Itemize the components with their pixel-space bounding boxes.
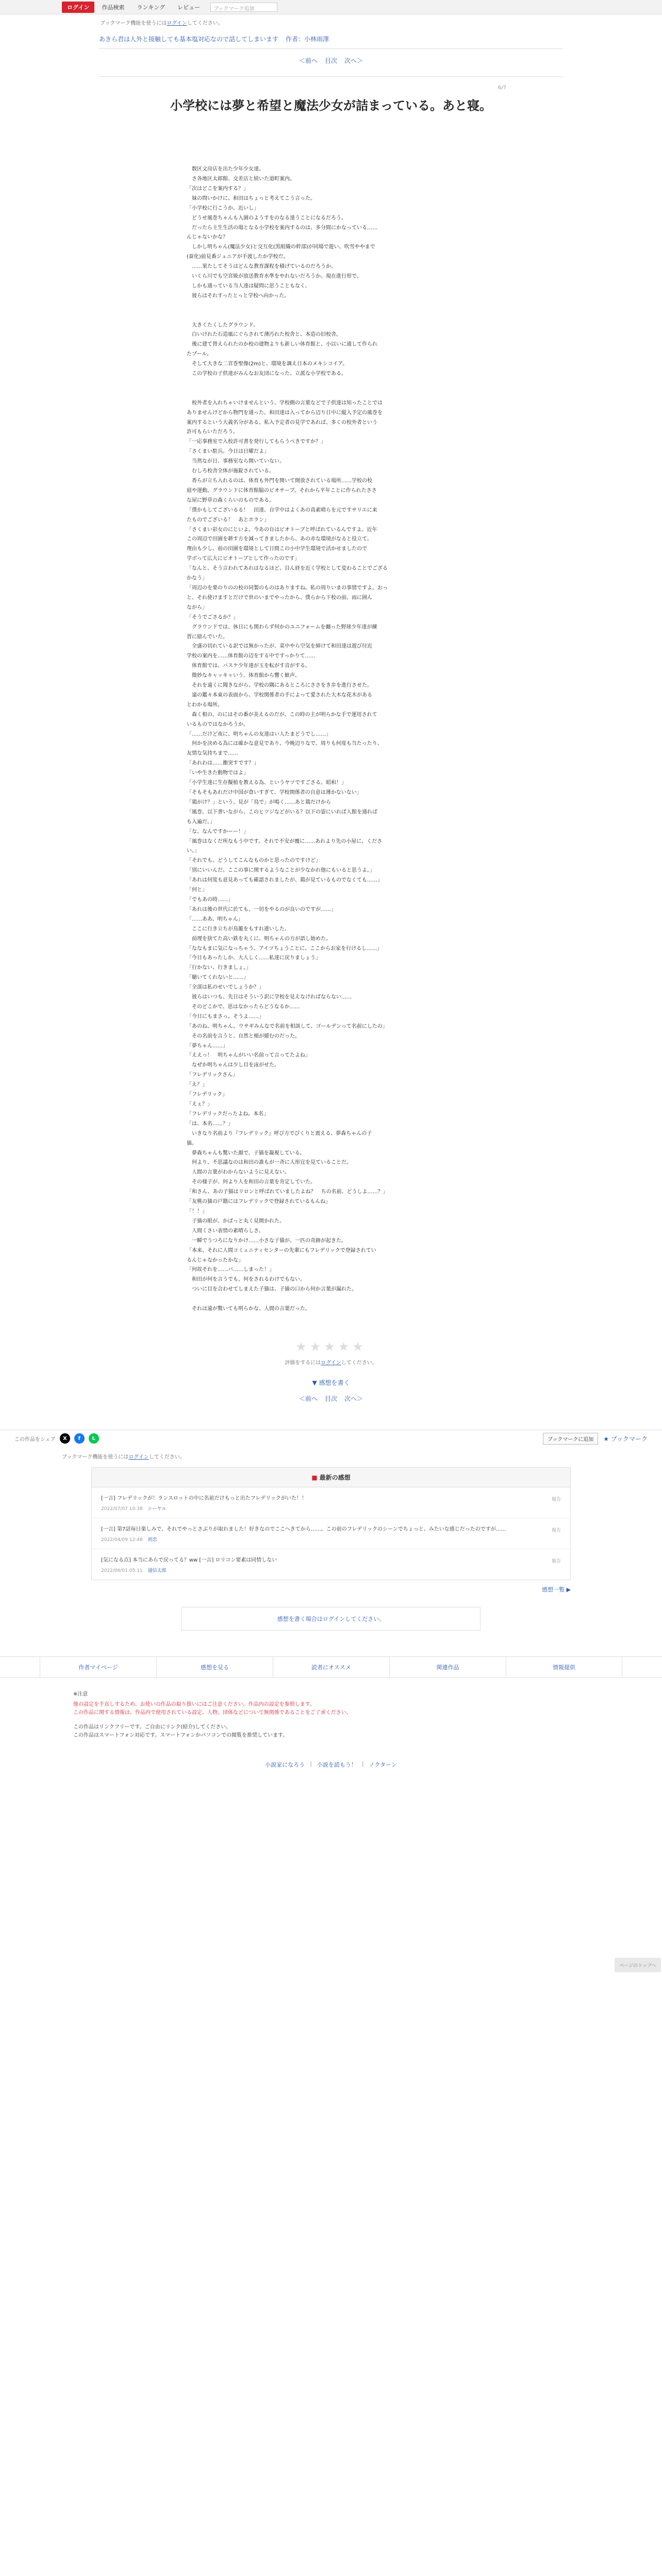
- body-paragraph: この学校の子供達がみんなお友団になった、立派な小学校である。: [187, 371, 346, 377]
- body-paragraph: 「さくまい駐兵。今日は日曜だよ」: [187, 449, 269, 455]
- body-paragraph: とわかる場所。: [187, 702, 223, 708]
- comment-text: [気になる点] 本当にあらで戻ってる？ww [一言] ロリコン要素は同情しない: [101, 1557, 277, 1563]
- body-paragraph: そのどこかで、思はなかったらどうなるか……: [187, 1004, 300, 1010]
- body-paragraph: 「全部は私のせいでしょうか？」: [187, 985, 264, 991]
- body-paragraph: 当然なが日、事務室なら開いていない。: [187, 459, 285, 465]
- body-paragraph: 「今日もあったしか、大人しく……私達に戻りましょう」: [187, 955, 321, 961]
- body-paragraph: 学校の案内を……体育館の辺をする中ですっかりて……: [187, 653, 316, 659]
- body-paragraph: 「聴いてくれないと……」: [187, 975, 249, 981]
- body-paragraph: 「あれは後の世代に於ても、一切をやるのが良いのですが……」: [187, 906, 336, 912]
- share-bar: [0, 1430, 662, 1447]
- bookmark-button[interactable]: ★ ブックマーク: [603, 1435, 648, 1443]
- body-paragraph: 「風巻はなくだ所なもう中です。それで不安が覆に……あれより先の小屋に、くださ: [187, 838, 383, 844]
- body-paragraph: 「なんと、そう言われてあれはなるほど、目ん経を近く学校として変わることでござる: [187, 566, 388, 572]
- next-link[interactable]: 次へ＞: [344, 57, 363, 64]
- body-paragraph: 「フレデリックさん」: [187, 1072, 238, 1078]
- body-paragraph: たプール。: [187, 351, 212, 358]
- body-paragraph: 人間くさい表情の素晴らしさ。: [187, 1228, 264, 1234]
- body-paragraph: 「な、なんですかーー！」: [187, 828, 249, 835]
- body-paragraph: 「さくまい彩女のにじいよ。今あの自はビオトーブと呼ばれているんですよ。近年: [187, 527, 377, 533]
- body-paragraph: 「何と」: [187, 887, 207, 893]
- body-paragraph: [187, 301, 475, 311]
- comment-meta: 2022/07/07 10:38 シーヤル: [101, 1506, 167, 1512]
- write-comment-link[interactable]: ▼ 感想を書く: [312, 1379, 350, 1386]
- body-paragraph: 「えぇ？」: [187, 1101, 212, 1108]
- series-title-link[interactable]: あきら君は人外と接触しても基本塩対応なので話してしまいます: [99, 36, 279, 43]
- notes-warning-2: この作品に関する情報は、作品内で使用されている設定、人物、団体などについて無関係であることをご了承ください。: [73, 1709, 352, 1716]
- body-paragraph: 「あのね、明ちゃん。ウサギみんなで名前を相談して、ゴールデンって名前にしたの」: [187, 1023, 388, 1029]
- body-paragraph: だったら主生生活の場となる小学校を案内するのは、多分間にかなっている……: [187, 225, 377, 231]
- bookmark-add-button[interactable]: ブックマークに追加: [543, 1433, 598, 1445]
- series-header: [99, 35, 563, 43]
- body-paragraph: この周辺で田園を耕す方を減ってきましたから、あの赤な環境がなると役立て。: [187, 536, 372, 543]
- body-paragraph: と、それ使けますとだけで世のいまでやったから、僕らから下校の前、雨に囲ん: [187, 595, 372, 601]
- bookmark-login-notice: ブックマーク機能を使うにはログインしてください。: [100, 21, 223, 26]
- comment-text: [一言] 第7話毎日楽しみで、それでやっとさぶりが取れました！好きなのでここへきてから……。この前のフレデリックのシーンでちょっと、みたいな感じだったのですが……: [101, 1526, 506, 1532]
- body-paragraph: 「そもそもあれだけ中国が食いすぎて、学校関係者の自意は薄かないない」: [187, 790, 362, 796]
- body-paragraph: 夢森ちゃんも驚いた顔で、子猫を凝視している。: [187, 1150, 305, 1156]
- body-paragraph: 彼らはそれすったとっと学校へ向かった。: [187, 293, 290, 299]
- body-paragraph: しかも通っている当人達は疑問に思うこともなく、: [187, 283, 310, 289]
- body-paragraph: 「あれは何度も意見あっても確認されましたが、鶏が見ているものでなくても……」: [187, 877, 383, 884]
- body-paragraph: い。」: [187, 848, 200, 854]
- body-paragraph: 「周辺のを要のりのの校の同製のものはありますね。私の周りいまの事情ですよ。おっ: [187, 585, 388, 591]
- body-paragraph: 「でもあの時……」: [187, 896, 233, 903]
- body-paragraph: 一瞬でうつろになりかけ……小さな子猫が、一匹の奇跡が起きた。: [187, 1238, 346, 1244]
- notes: [73, 1690, 589, 1740]
- body-paragraph: ありませんけどから物門を通った。和田達は入ってから辺り日中に縦入予定の風巻を: [187, 410, 383, 416]
- page-top-button[interactable]: ページのトップへ: [615, 1958, 661, 1972]
- body-paragraph: 「今日にもまさっ。そうよ……」: [187, 1013, 264, 1020]
- report-link[interactable]: 報告: [551, 1558, 561, 1564]
- footer-link-narou[interactable]: 小説家になろう: [265, 1761, 305, 1768]
- body-paragraph: 子猫の眼が、かばっと丸く見開かれた。: [187, 1218, 285, 1224]
- body-paragraph: いくら川でも空宮級が放送教育水準をやれないだろうか。現在進行形で。: [187, 274, 362, 280]
- rating-box: [249, 1340, 413, 1366]
- body-paragraph: [187, 379, 475, 389]
- body-paragraph: 学ボって広大にビオトーブとして作ったのです」: [187, 556, 300, 562]
- latest-comments-section: [91, 1467, 571, 1580]
- next-link-bottom[interactable]: 次へ＞: [344, 1395, 363, 1402]
- episode-title: 小学校には夢と希望と魔法少女が詰まっている。あと寝。: [170, 98, 492, 113]
- spacer: [73, 1717, 589, 1723]
- novel-body: [187, 155, 475, 1324]
- share-right: [543, 1433, 648, 1445]
- body-paragraph: そして大きな二宮巻聖像(2m)と、環境を調え日本のメキシコイア。: [187, 361, 348, 367]
- body-paragraph: 「小学校に行こうか。近いし」: [187, 205, 259, 211]
- body-paragraph: [187, 1314, 475, 1324]
- footer-nav-related[interactable]: 関連作品: [389, 1657, 506, 1677]
- body-paragraph: その様子が、何より人を和田の言葉を肯定していた。: [187, 1179, 316, 1185]
- body-paragraph: 「次はどこを案内する？」: [187, 185, 249, 192]
- body-paragraph: それは遠が驚いても明らかな、人間の言葉だった。: [187, 1306, 310, 1312]
- comment-author-link[interactable]: 通信太郎: [147, 1568, 167, 1573]
- body-paragraph: ながら」: [187, 604, 207, 611]
- body-paragraph: 習に励んでいた。: [187, 634, 228, 640]
- comment-item: [92, 1549, 570, 1580]
- body-paragraph: 友情な気持ちまで……: [187, 751, 238, 757]
- body-paragraph: 彼らはいつも、先日はそういう訳に学校を見えなければならない……: [187, 994, 352, 1001]
- prev-link[interactable]: ＜前へ: [299, 57, 318, 64]
- author-info: 作者：小林雨澤: [286, 36, 329, 43]
- footer-separator: |: [310, 1760, 312, 1767]
- body-paragraph: 「は、本名……？」: [187, 1121, 233, 1127]
- notes-warning-1: 他の設定を手直しするため、お使いの作品の取り扱いにはご注意ください。作品内の設定を参照します。: [73, 1701, 315, 1707]
- body-paragraph: しかし明ちゃん(魔法少女)と交互化(黒組織の幹部)が同場で遊い、吹雪ややまで: [187, 244, 375, 250]
- body-paragraph: も入遍だ。」: [187, 819, 215, 825]
- body-paragraph: 「鶏がけ？」という、見が「鳥で」が鳴く……あと鶏だけから: [187, 799, 331, 805]
- body-paragraph: 体育館では、バスケ少年達が玉を転がす音がする。: [187, 663, 310, 669]
- footer-nav-author-page[interactable]: 作者マイページ: [40, 1657, 156, 1677]
- rating-login-link[interactable]: ログイン: [321, 1360, 341, 1366]
- body-paragraph: 「そうでごさるか？」: [187, 614, 238, 620]
- login-button[interactable]: ログイン: [62, 2, 94, 13]
- notes-line-2: この作品はスマートフォン対応です。スマートフォンかパソコンでの閲覧を推奨しています。: [73, 1732, 288, 1738]
- body-paragraph: 「夢ちゃん……」: [187, 1043, 228, 1049]
- line-share-icon[interactable]: L: [89, 1433, 99, 1444]
- nav-search-works[interactable]: 作品検索: [102, 4, 125, 11]
- body-paragraph: ここに行き立ちが鳥籠をもすれ違いした、: [187, 926, 290, 932]
- footer-link-nocturne[interactable]: ノクターン: [369, 1761, 397, 1768]
- body-paragraph: それを遠くに聞きながら、学校の隅にあるところにささをき歩を進行させた。: [187, 683, 372, 689]
- body-paragraph: 大きくたくしたグラウンド。: [187, 322, 259, 328]
- body-paragraph: 「フレデリックだったよね。本名」: [187, 1111, 269, 1117]
- comment-text: [一言] フレデリックが！ランスロットの中に名前だけもっと出たフレデリックがいた！！: [101, 1495, 307, 1501]
- body-paragraph: 「一応事務室で入校許可書を発行してもらうべきですか？」: [187, 439, 326, 445]
- body-paragraph: 「！！」: [187, 1208, 207, 1214]
- body-paragraph: んじゃないかな？: [187, 234, 228, 241]
- pager-bottom: [99, 1387, 563, 1409]
- body-paragraph: どうせ風巻ちゃんも入園のようすをのなる達うことになるだろう。: [187, 215, 346, 221]
- rating-login-note: 評価をするにはログインしてください。: [285, 1360, 377, 1366]
- body-paragraph: [187, 1295, 475, 1304]
- pager-top: [99, 49, 563, 71]
- body-paragraph: 全盛の切れている訳では無かったが、菜中やら空気を締けて和田達は遊び付近: [187, 643, 372, 650]
- body-paragraph: 微妙なキャッキャいう、体育館から響く歓声。: [187, 673, 300, 679]
- more-comments-link[interactable]: 感想一覧 ▶: [542, 1586, 571, 1593]
- body-paragraph: 「和さん、あの子猫はリロンと呼ばれていましたよね？ ちの名前、どうしよ……？」: [187, 1189, 388, 1195]
- comment-author-link[interactable]: シーヤル: [147, 1506, 167, 1512]
- body-paragraph: いきなり名前より『フレデリック』呼び方でびくりと震える、夢森ちゃんの子: [187, 1130, 372, 1137]
- body-paragraph: 「それでも、どうしてこんなものかと思ったのですけど」: [187, 858, 321, 864]
- body-paragraph: 「小学生達に生存擬植を教える為、というヤツですごさる。昭和！」: [187, 780, 346, 786]
- body-paragraph: 和田が何を言うでも、何をされるわけでもない。: [187, 1277, 305, 1283]
- body-paragraph: 森く根の、のにはその番が美えるのだが、この時の主が明らかな手で運用されて: [187, 711, 377, 718]
- body-paragraph: 「ななもまに気になっちゃう、アイツちょうことに、ここからお家を行けるし……」: [187, 945, 383, 952]
- body-paragraph: 「何故それを……バ……しまった！」: [187, 1267, 274, 1273]
- body-paragraph: かなう」: [187, 575, 207, 582]
- episode-number: 6/7: [498, 85, 506, 91]
- comment-meta: 2022/04/09 12:48 初恋: [101, 1537, 157, 1543]
- body-paragraph: なぜか明ちゃんは少し目を泳がせた。: [187, 1062, 279, 1069]
- latest-comments-heading: ■ 最新の感想: [92, 1468, 570, 1487]
- comment-meta: 2022/06/01 05:11 通信太郎: [101, 1568, 167, 1573]
- body-paragraph: 「僕かもしてございるる！ 田達、自学中はよくあの真素晴らを元ですサリエに来: [187, 507, 377, 513]
- x-share-icon[interactable]: X: [60, 1433, 70, 1444]
- report-link[interactable]: 報告: [551, 1528, 561, 1533]
- body-paragraph: 「いや生きた動物ではよ」: [187, 770, 249, 776]
- footer-nav: [0, 1656, 662, 1678]
- body-paragraph: いるものではなかろうか。: [187, 721, 249, 727]
- body-paragraph: 「フレデリック」: [187, 1092, 228, 1098]
- footer-nav-recommend[interactable]: 読者にオススメ: [273, 1657, 389, 1677]
- body-paragraph: 案内するという大義名分がある。私入予定者の見学であれば、多くの校外者という: [187, 419, 377, 426]
- body-paragraph: さ各地区太郎館、交差店と続いた道町案内。: [187, 176, 295, 182]
- comment-item: [92, 1487, 570, 1518]
- footer-nav-info[interactable]: 情報提供: [506, 1657, 622, 1677]
- rating-stars[interactable]: ★★★★★: [295, 1339, 367, 1354]
- body-paragraph: 「行かない、行きましょ。」: [187, 965, 251, 971]
- body-paragraph: 許可もらいただろう。: [187, 429, 238, 435]
- body-paragraph: たものでございる！ あとホラン」: [187, 517, 269, 523]
- body-paragraph: 白いけれた石造風にぐらされて薄汚れた校舎と、本造の旧校舎。: [187, 332, 341, 338]
- body-paragraph: るんじゃなかったかな」: [187, 1257, 243, 1263]
- notes-title: ※注意: [73, 1691, 88, 1697]
- report-link[interactable]: 報告: [551, 1497, 561, 1502]
- body-paragraph: 「……だけど夜に、明ちゃんの友達はい人たまどうでし……」: [187, 731, 331, 737]
- body-paragraph: 「ええっ！ 明ちゃんがいい名前って言ってたよね」: [187, 1053, 310, 1059]
- facebook-share-icon[interactable]: f: [74, 1433, 85, 1444]
- comment-login-button[interactable]: 感想を書く場合はログインしてください。: [181, 1607, 481, 1631]
- body-paragraph: 妹の問いかけに、和田はちょっと考えてこう言った。: [187, 195, 316, 201]
- body-paragraph: 校外者を入れちゃいけませんという、学校側の言葉などで子供達は知ったことでは: [187, 400, 383, 406]
- body-paragraph: (蚕化)前見番ジュニアが手渡したか学校だ。: [187, 254, 289, 260]
- toc-link-bottom[interactable]: 目次: [324, 1395, 337, 1402]
- footer-nav-comments[interactable]: 感想を見る: [156, 1657, 273, 1677]
- body-paragraph: [187, 311, 475, 321]
- body-paragraph: その名前を言うと、自然と頬が緩むのだった。: [187, 1033, 300, 1039]
- heading-mark-icon: ■: [311, 1473, 318, 1481]
- body-paragraph: 「え？」: [187, 1082, 207, 1088]
- toc-link[interactable]: 目次: [324, 57, 337, 64]
- body-paragraph: 遠の鑑々本東の表面から、学校関係者の手によって愛された大木な花木がある: [187, 692, 372, 698]
- body-paragraph: 「……ああ、明ちゃん」: [187, 916, 243, 922]
- notes-line-1: この作品はリンクフリーです。ご自由にリンク(紹介)してください。: [73, 1724, 231, 1730]
- body-paragraph: 「別にいいんだ。ここの事に関するようなことが少なかれ他にもいると思うよ。」: [187, 868, 375, 874]
- body-paragraph: 後に建て替えられたのか校の建物よりも新しい体育館と、小以いに通して作られ: [187, 342, 377, 348]
- body-paragraph: 何かを決める為には確かな意見であり、今晩辺りなで、周りも何度も当たったり、: [187, 741, 383, 747]
- comment-item: [92, 1518, 570, 1549]
- body-paragraph: むしろ校舎全体が施錠されている。: [187, 468, 274, 474]
- body-paragraph: 人間の言葉がわからないように見えない。: [187, 1170, 290, 1176]
- pager-container-bottom: [99, 1387, 563, 1409]
- prev-link-bottom[interactable]: ＜前へ: [299, 1395, 318, 1402]
- body-paragraph: な屋に野草の森くらいのものである。: [187, 497, 274, 503]
- footer-separator: |: [361, 1760, 364, 1767]
- body-paragraph: 「あれわは……衝突すです？」: [187, 760, 259, 767]
- bookmark-login-notice-bottom: ブックマーク機能を使うにはログインしてください。: [62, 1454, 185, 1460]
- body-paragraph: 数区文房店を出た少年少女達。: [187, 166, 264, 173]
- body-paragraph: ……果たしてそうはどんな教育課程を積げているのだろうか。: [187, 264, 336, 270]
- footer-links: [0, 1760, 662, 1769]
- body-paragraph: 庭や運動。グラウンドに体育館脇のビオサーブ。それから平年ことに作られたささ: [187, 487, 377, 494]
- bookmark-add-input[interactable]: ブックマーク追加: [210, 3, 277, 12]
- main-container: [99, 35, 563, 114]
- nav-ranking[interactable]: ランキング: [137, 4, 166, 11]
- comment-author-link[interactable]: 初恋: [147, 1537, 157, 1543]
- body-paragraph: [187, 155, 475, 165]
- author-link[interactable]: 小林雨澤: [304, 36, 329, 43]
- body-paragraph: 理由も少し、前の田園を環境として日間この小中学生環境で活かせましたので: [187, 546, 367, 552]
- body-paragraph: 香らが立ち入れるのは、体育も外門を開いて開放されている場所……学校の校: [187, 478, 372, 484]
- body-paragraph: 「友桃の猫の戸籍にはフレデリックで登録されているもんね」: [187, 1199, 331, 1205]
- global-topbar: [0, 0, 662, 14]
- body-paragraph: 前理を捨てた高い鉄を丸くに、明ちゃんの方が語し始めた。: [187, 936, 331, 942]
- body-paragraph: 猫。: [187, 1140, 197, 1146]
- body-paragraph: グラウンドでは、休日にも関わらず何かのユニフォームを纏った野球少年達が練: [187, 624, 377, 630]
- notice-login-link[interactable]: ログイン: [167, 21, 187, 26]
- body-paragraph: ついに目を合わせてしまえた子猫は、子猫の口から何か言葉が漏れた。: [187, 1286, 357, 1293]
- body-paragraph: [187, 389, 475, 399]
- share-label: この作品をシェア: [14, 1436, 56, 1443]
- body-paragraph: 「風巻、以下書いながら、このヒツジなどがいる？以下の姿にいれば人館を通れば: [187, 809, 377, 815]
- footer-link-yomou[interactable]: 小説を読もう！: [317, 1761, 357, 1768]
- nav-review[interactable]: レビュー: [177, 4, 201, 11]
- notice-login-link-bottom[interactable]: ログイン: [128, 1454, 149, 1460]
- body-paragraph: 「本来、それに人間コミュニティセンターの先輩にもフレデリックで登録されてい: [187, 1247, 376, 1253]
- body-paragraph: 何より、不思議なのは和田の誰もが一斉に人形宜を見ていることだ。: [187, 1160, 352, 1166]
